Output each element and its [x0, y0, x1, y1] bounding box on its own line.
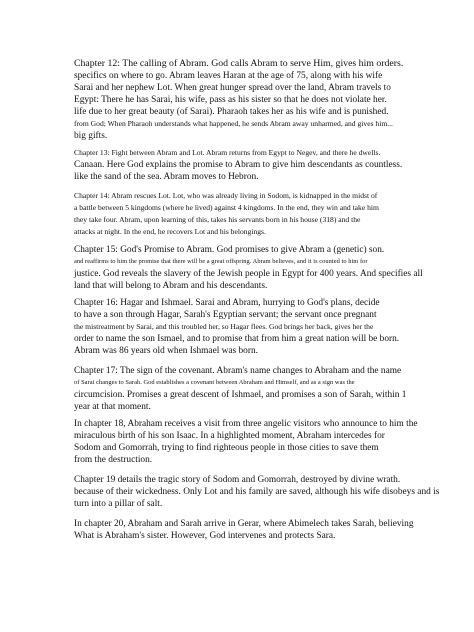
paragraph-chapter-19 — [74, 474, 466, 510]
paragraph-chapter-16 — [74, 297, 466, 357]
text-line: Chapter 12: The calling of Abram. God calls Abram to serve Him, gives him orders. — [74, 58, 404, 69]
text-line: In chapter 18, Abraham receives a visit from three angelic visitors who announce to him the — [74, 419, 418, 429]
text-line: attacks at night. In the end, he recovers Lot and his belongings. — [74, 227, 266, 236]
text-line: In chapter 20, Abraham and Sarah arrive in Gerar, where Abimelech takes Sarah, believing — [74, 519, 414, 529]
text-line: of Sarai changes to Sarah. God establishes a covenant between Abraham and Himself, and as a sign was the — [74, 379, 355, 386]
text-line: to have a son through Hagar, Sarah's Egyptian servant; the servant once pregnant — [74, 310, 377, 320]
text-line: Egypt: There he has Sarai, his wife, pass as his sister so that he does not violate her. — [74, 95, 387, 105]
text-line: a battle between 5 kingdoms (where he lived) against 4 kingdoms. In the end, they win and take him — [74, 203, 379, 212]
paragraph-chapter-15 — [74, 244, 466, 292]
text-line: Chapter 16: Hagar and Ishmael. Sarai and Abram, hurrying to God's plans, decide — [74, 298, 380, 308]
text-line: Chapter 19 details the tragic story of Sodom and Gomorrah, destroyed by divine wrath. — [74, 475, 401, 485]
text-line: justice. God reveals the slavery of the Jewish people in Egypt for 400 years. And specifies all — [74, 269, 423, 279]
paragraph-chapter-12 — [74, 58, 466, 142]
text-line: from God; When Pharaoh understands what happened, he sends Abram away unharmed, and gives him... — [74, 119, 393, 128]
text-line: Canaan. Here God explains the promise to Abram to give him descendants as countless. — [74, 160, 403, 170]
text-line: specifics on where to go. Abram leaves Haran at the age of 75, along with his wife — [74, 71, 383, 81]
text-line: Chapter 13: Fight between Abram and Lot. Abram returns from Egypt to Negev, and there he dwells. — [74, 148, 381, 157]
text-line: circumcision. Promises a great descent of Ishmael, and promises a son of Sarah, within 1 — [74, 390, 407, 400]
text-line: Chapter 17: The sign of the covenant. Abram's name changes to Abraham and the name — [74, 366, 402, 376]
text-line: from the destruction. — [74, 455, 153, 465]
text-line: turn into a pillar of salt. — [74, 499, 163, 509]
text-line: Chapter 14: Abram rescues Lot. Lot, who was already living in Sodom, is kidnapped in the midst of — [74, 191, 378, 200]
text-line: like the sand of the sea. Abram moves to Hebron. — [74, 172, 259, 182]
text-line: because of their wickedness. Only Lot and his family are saved, although his wife disobeys and is — [74, 487, 440, 497]
text-line: order to name the son Ismael, and to promise that from him a great nation will be born. — [74, 334, 400, 344]
text-line: Chapter 15: God's Promise to Abram. God promises to give Abram a (genetic) son. — [74, 245, 385, 255]
text-line: year at that moment. — [74, 402, 151, 412]
text-line: the mistreatment by Sarai, and this troubled her, so Hagar flees. God brings her back, gives her the — [74, 322, 374, 331]
text-line: and reaffirms to him the promise that there will be a great offspring. Abram believes, and it is counted to him for — [74, 258, 368, 265]
paragraph-chapter-20 — [74, 518, 466, 542]
paragraph-chapter-13 — [74, 147, 466, 183]
text-line: they take four. Abram, upon learning of this, takes his servants born in his house (318) and the — [74, 215, 361, 224]
text-line: Sarai and her nephew Lot. When great hunger spread over the land, Abram travels to — [74, 83, 391, 93]
text-line: land that will belong to Abram and his descendants. — [74, 281, 268, 291]
text-line: Abram was 86 years old when Ishmael was born. — [74, 346, 258, 356]
paragraph-chapter-17 — [74, 365, 466, 413]
text-line: miraculous birth of his son Isaac. In a highlighted moment, Abraham intercedes for — [74, 431, 385, 441]
text-line: big gifts. — [74, 131, 108, 141]
paragraph-chapter-18 — [74, 418, 466, 466]
text-line: What is Abraham's sister. However, God intervenes and protects Sara. — [74, 531, 336, 541]
text-line: life due to her great beauty (of Sarai). Pharaoh takes her as his wife and is punished. — [74, 107, 389, 117]
text-line: Sodom and Gomorrah, trying to find righteous people in those cities to save them — [74, 443, 379, 453]
paragraph-chapter-14 — [74, 190, 466, 238]
